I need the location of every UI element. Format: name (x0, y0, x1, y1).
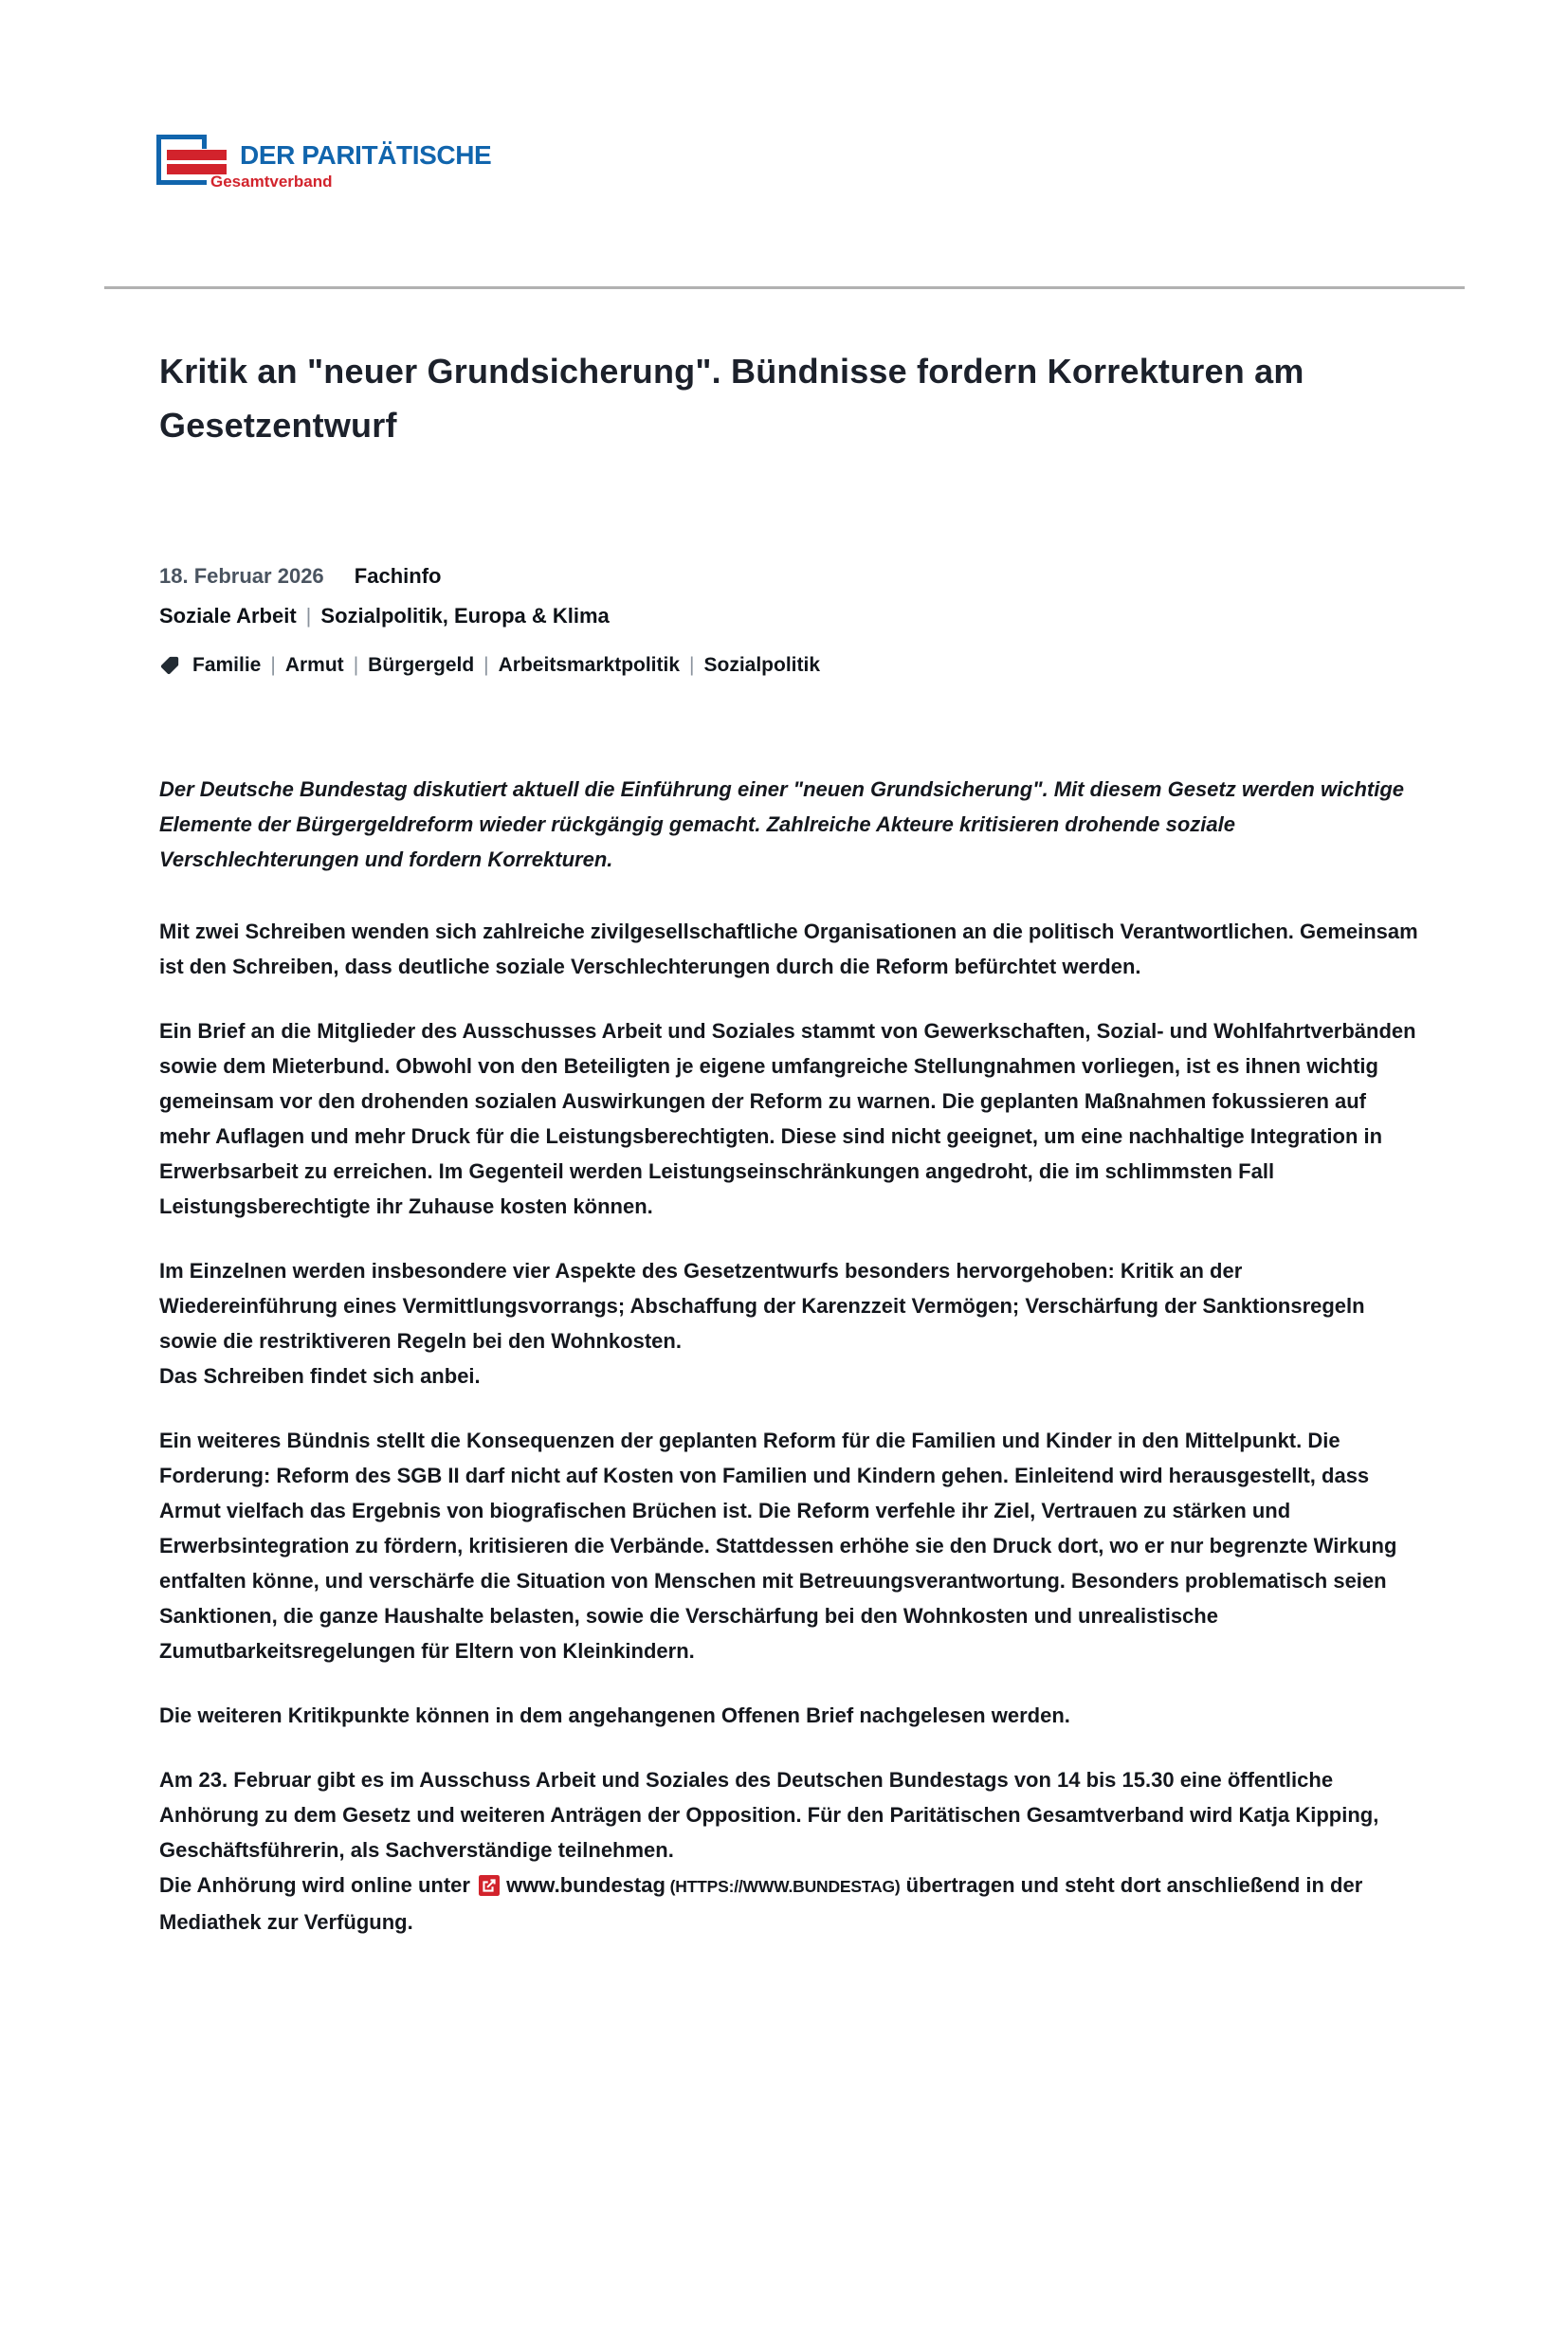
tag-link[interactable]: Sozialpolitik (703, 654, 821, 676)
bundestag-link-url: (HTTPS://WWW.BUNDESTAG) (665, 1877, 901, 1896)
tag-icon (159, 655, 180, 676)
pipe-separator: | (353, 654, 359, 676)
text-run: Die Anhörung wird online unter (159, 1873, 477, 1897)
pipe-separator: | (483, 654, 489, 676)
bundestag-link[interactable]: www.bundestag (506, 1873, 665, 1897)
text-run: Ein Brief an die Mitglieder des Ausschusses Arbeit und Soziales stammt von Gewerkschaften, Sozial- und Wohlfahrtverbänden sowie dem Mieterbund. Obwohl von den Beteiligten je eigene umfangreiche Stellungnahmen vorliegen, ist es ihnen wichtig gemeinsam vor den drohenden sozialen Auswirkungen der Reform zu warnen. Die geplanten Maßnahmen fokussieren auf mehr Auflagen und mehr Druck für die Leistungsberechtigten. Diese sind nicht geeignet, um eine nachhaltige Integration in Erwerbsarbeit zu erreichen. Im Gegenteil werden Leistungseinschränkungen angedroht, die im schlimmsten Fall Leistungsberechtigte ihr Zuhause kosten können. (159, 1019, 1416, 1218)
header-divider (104, 286, 1465, 289)
tag-link[interactable]: Arbeitsmarktpolitik (498, 654, 681, 676)
article-paragraph (159, 1423, 1420, 1668)
article-categories (159, 602, 1420, 630)
tag-link[interactable]: Armut (284, 654, 344, 676)
logo-subtitle: Gesamtverband (210, 173, 333, 191)
article-meta (159, 562, 1420, 591)
tag-link[interactable]: Familie (192, 654, 262, 676)
text-run: übertragen und steht dort anschließend in der Mediathek zur Verfügung. (159, 1873, 1363, 1934)
text-run: Der Deutsche Bundestag diskutiert aktuell die Einführung einer "neuen Grundsicherung". Mit diesem Gesetz werden wichtige Elemente der Bürgergeldreform wieder rückgängig gemacht. Zahlreiche Akteure kritisieren drohende soziale Verschlechterungen und fordern Korrekturen. (159, 777, 1404, 871)
text-run: Das Schreiben findet sich anbei. (159, 1364, 481, 1388)
pipe-separator: | (689, 654, 695, 676)
article-paragraph (159, 1253, 1420, 1394)
article-tags (192, 652, 820, 679)
article-body (159, 772, 1420, 1940)
site-header (156, 133, 1568, 191)
article-tags-row (159, 652, 1420, 679)
tag-link[interactable]: Bürgergeld (368, 654, 475, 676)
article-paragraph (159, 1698, 1420, 1733)
article-date: 18. Februar 2026 (159, 564, 324, 588)
text-run: Im Einzelnen werden insbesondere vier Aspekte des Gesetzentwurfs besonders hervorgehoben: Kritik an der Wiedereinführung eines Vermittlungsvorrangs; Abschaffung der Karenzzeit Vermögen; Verschärfung der Sanktionsregeln sowie die restriktiveren Regeln bei den Wohnkosten. (159, 1259, 1365, 1353)
text-run: Ein weiteres Bündnis stellt die Konsequenzen der geplanten Reform für die Familien und Kinder in den Mittelpunkt. Die Forderung: Reform des SGB II darf nicht auf Kosten von Familien und Kindern gehen. Einleitend wird herausgestellt, dass Armut vielfach das Ergebnis von biografischen Brüchen ist. Die Reform verfehle ihr Ziel, Vertrauen zu stärken und Erwerbsintegration zu fördern, kritisieren die Verbände. Stattdessen erhöhe sie den Druck dort, wo er nur begrenzte Wirkung entfalten könne, und verschärfe die Situation von Menschen mit Betreuungsverantwortung. Besonders problematisch seien Sanktionen, die ganze Haushalte belasten, sowie die Verschärfung bei den Wohnkosten und unrealistische Zumutbarkeitsregelungen für Eltern von Kleinkindern. (159, 1429, 1397, 1663)
category-link[interactable]: Sozialpolitik, Europa & Klima (320, 604, 610, 628)
logo-title: DER PARITÄTISCHE (240, 140, 492, 170)
pipe-separator: | (270, 654, 276, 676)
external-link-icon (479, 1875, 500, 1896)
article-paragraph (159, 1013, 1420, 1224)
text-run: Die weiteren Kritikpunkte können in dem angehangenen Offenen Brief nachgelesen werden. (159, 1703, 1070, 1727)
pipe-separator: | (305, 604, 312, 628)
article-title: Kritik an "neuer Grundsicherung". Bündnisse fordern Korrekturen am Gesetzentwurf (159, 352, 1304, 445)
article-paragraph (159, 772, 1420, 877)
article-type-badge: Fachinfo (354, 564, 442, 588)
category-link[interactable]: Soziale Arbeit (159, 604, 297, 628)
page (0, 133, 1568, 1940)
logo[interactable] (156, 133, 725, 191)
article-paragraph (159, 914, 1420, 984)
article (159, 344, 1420, 1940)
article-paragraph (159, 1762, 1420, 1940)
text-run: Mit zwei Schreiben wenden sich zahlreiche zivilgesellschaftliche Organisationen an die politisch Verantwortlichen. Gemeinsam ist den Schreiben, dass deutliche soziale Verschlechterungen durch die Reform befürchtet werden. (159, 920, 1418, 978)
text-run: Am 23. Februar gibt es im Ausschuss Arbeit und Soziales des Deutschen Bundestags von 14 bis 15.30 eine öffentliche Anhörung zu dem Gesetz und weiteren Anträgen der Opposition. Für den Paritätischen Gesamtverband wird Katja Kipping, Geschäftsführerin, als Sachverständige teilnehmen. (159, 1768, 1379, 1862)
